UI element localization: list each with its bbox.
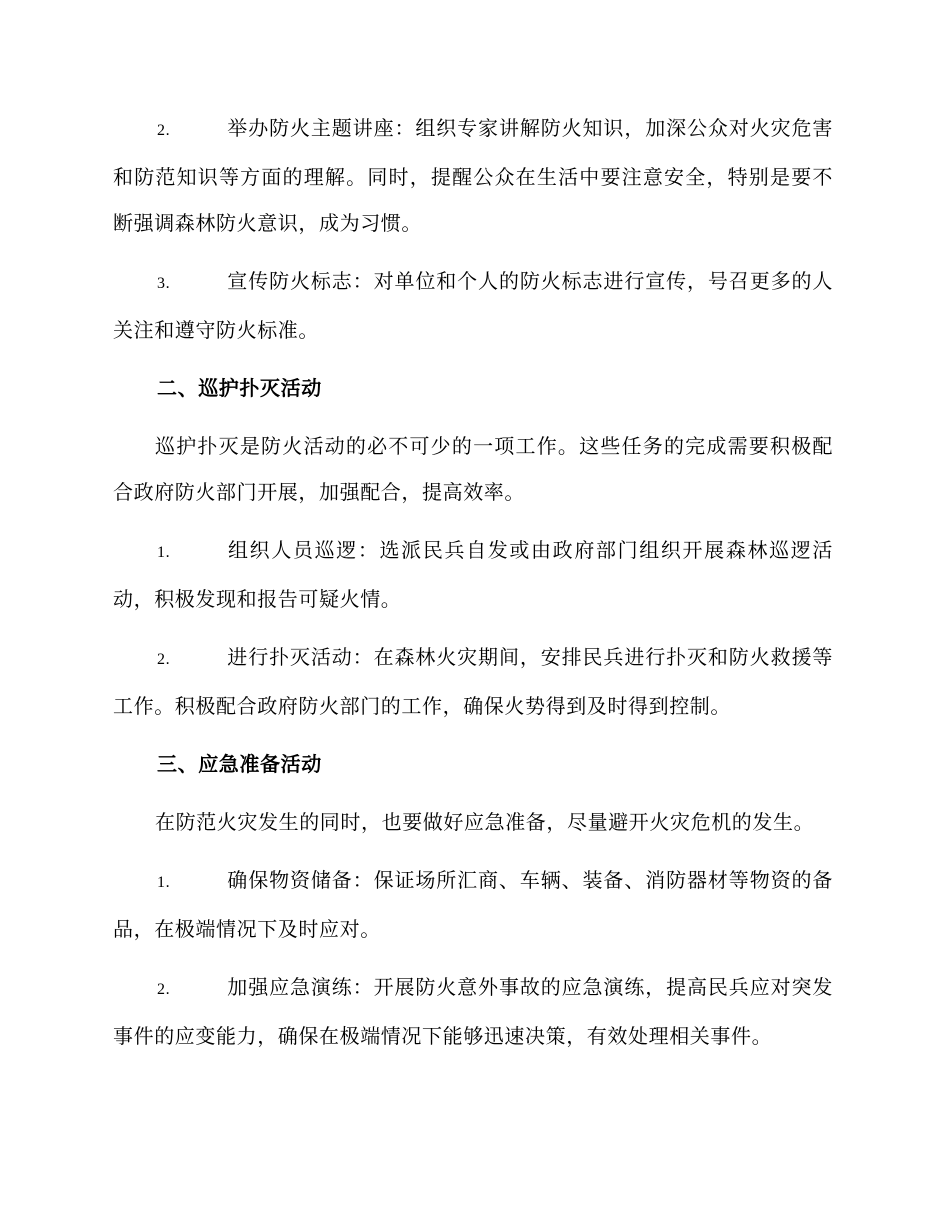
list-item bbox=[113, 964, 833, 1059]
section-heading: 三、应急准备活动 bbox=[157, 752, 322, 776]
document-body bbox=[113, 105, 833, 1071]
list-item-text: 加强应急演练：开展防火意外事故的应急演练，提高民兵应对突发事件的应变能力，确保在极端情况下能够迅速决策，有效处理相关事件。 bbox=[113, 975, 833, 1048]
list-item bbox=[113, 105, 833, 246]
list-item bbox=[113, 527, 833, 622]
section-heading: 二、巡护扑灭活动 bbox=[157, 376, 322, 400]
list-item-text: 宣传防火标志：对单位和个人的防火标志进行宣传，号召更多的人关注和遵守防火标准。 bbox=[113, 269, 833, 342]
list-item-number: 1. bbox=[157, 874, 171, 891]
list-item-text: 举办防火主题讲座：组织专家讲解防火知识，加深公众对火灾危害和防范知识等方面的理解。同时，提醒公众在生活中要注意安全，特别是要不断强调森林防火意识，成为习惯。 bbox=[113, 116, 833, 235]
list-item-number: 2. bbox=[157, 651, 171, 668]
paragraph: 巡护扑灭是防火活动的必不可少的一项工作。这些任务的完成需要积极配合政府防火部门开展，加强配合，提高效率。 bbox=[113, 434, 833, 504]
paragraph: 在防范火灾发生的同时，也要做好应急准备，尽量避开火灾危机的发生。 bbox=[155, 810, 815, 834]
list-item-text: 进行扑灭活动：在森林火灾期间，安排民兵进行扑灭和防火救援等工作。积极配合政府防火部门的工作，确保火势得到及时得到控制。 bbox=[113, 645, 833, 718]
list-item-text: 确保物资储备：保证场所汇商、车辆、装备、消防器材等物资的备品，在极端情况下及时应对。 bbox=[113, 868, 833, 941]
list-item-number: 1. bbox=[157, 544, 171, 561]
list-item-number: 2. bbox=[157, 981, 171, 998]
list-item-number: 2. bbox=[157, 122, 171, 139]
list-item-text: 组织人员巡逻：选派民兵自发或由政府部门组织开展森林巡逻活动，积极发现和报告可疑火情。 bbox=[113, 538, 833, 611]
list-item bbox=[113, 634, 833, 729]
list-item bbox=[113, 258, 833, 353]
list-item bbox=[113, 857, 833, 952]
list-item-number: 3. bbox=[157, 275, 171, 292]
